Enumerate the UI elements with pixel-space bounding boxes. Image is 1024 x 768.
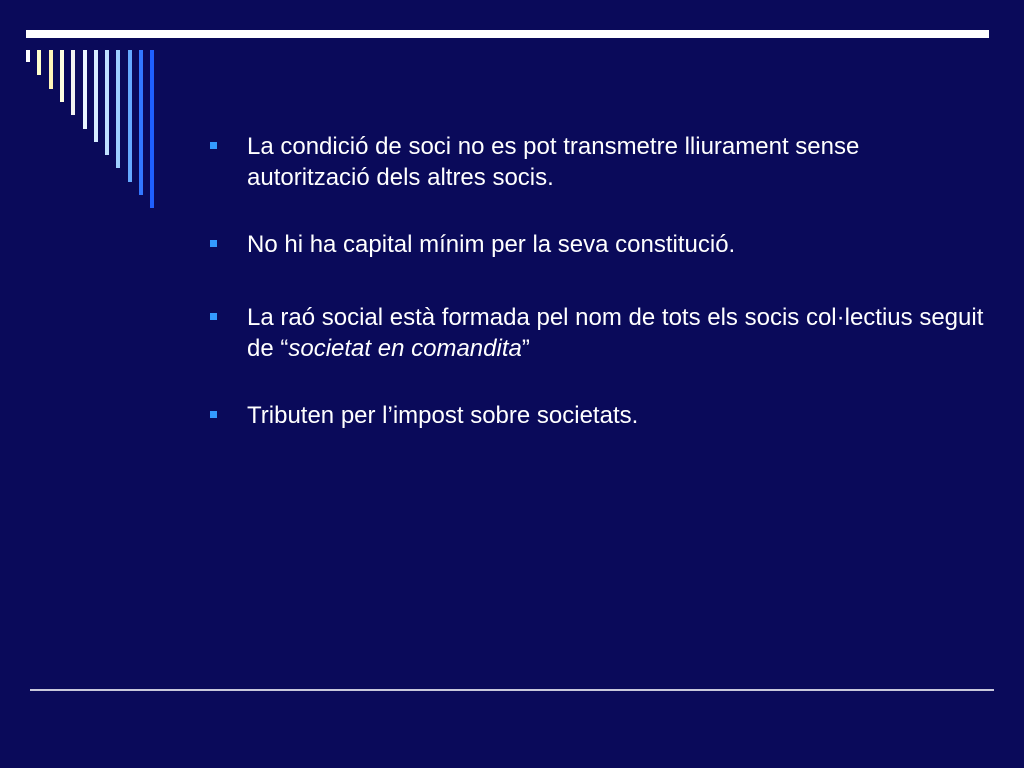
bottom-rule [30, 689, 994, 691]
bullet-text: No hi ha capital mínim per la seva constitució. [247, 231, 736, 258]
decorative-bar [116, 50, 120, 168]
bullet-text [247, 304, 983, 362]
decorative-bar [128, 50, 132, 182]
decorative-bar [83, 50, 87, 129]
bullet-item [208, 229, 988, 260]
bullet-text: La condició de soci no es pot transmetre lliurament sense autorització dels altres socis. [247, 133, 860, 191]
decorative-bar [37, 50, 41, 75]
bullet-text: Tributen per l’impost sobre societats. [247, 402, 639, 429]
bullet-item [208, 302, 988, 364]
top-rule [26, 30, 989, 38]
square-bullet-icon [210, 411, 217, 418]
decorative-bar [94, 50, 98, 142]
decorative-bar [26, 50, 30, 62]
bullet-item [208, 400, 988, 431]
bullet-text-italic: societat en comandita [288, 335, 522, 362]
bullet-list [208, 131, 988, 467]
square-bullet-icon [210, 313, 217, 320]
decorative-bar [139, 50, 143, 195]
decorative-bar [150, 50, 154, 208]
decorative-bar [60, 50, 64, 102]
decorative-bar [49, 50, 53, 89]
decorative-bar [105, 50, 109, 155]
decorative-bar [71, 50, 75, 115]
bullet-text-part: La raó social està formada pel nom de tots els socis col·lectius seguit de “ [247, 304, 984, 362]
bullet-item [208, 131, 988, 193]
bullet-text-part: ” [521, 335, 530, 362]
square-bullet-icon [210, 240, 217, 247]
square-bullet-icon [210, 142, 217, 149]
